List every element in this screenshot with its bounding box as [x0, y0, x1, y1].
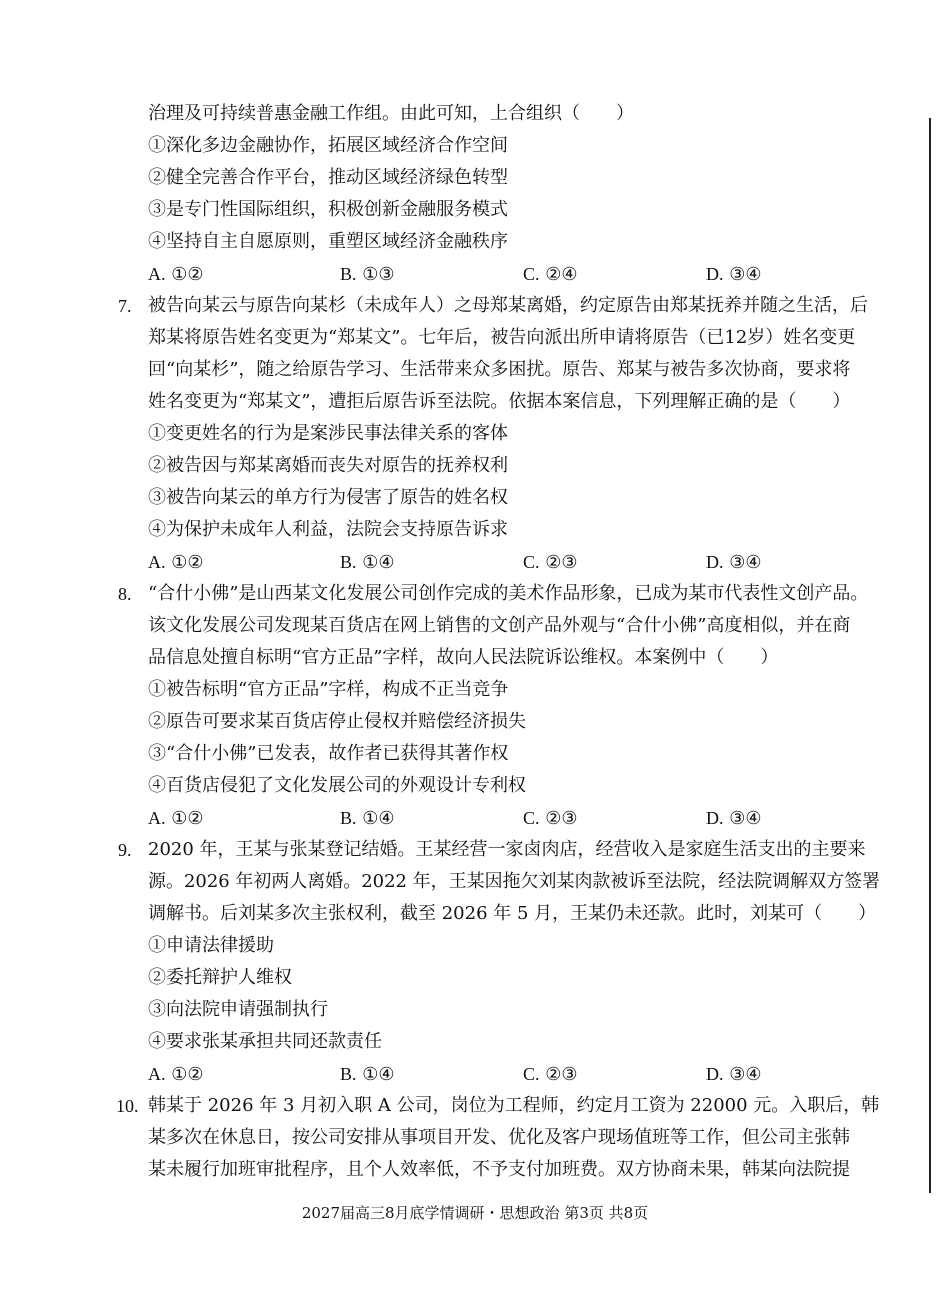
question-number: 10.: [116, 1096, 139, 1116]
answer-options: [148, 806, 848, 830]
statement-item: ④坚持自主自愿原则，重塑区域经济金融秩序: [148, 231, 508, 252]
statement-item: ①申请法律援助: [148, 935, 274, 956]
statement-item: ④百货店侵犯了文化发展公司的外观设计专利权: [148, 775, 526, 796]
statement-item: ①变更姓名的行为是案涉民事法律关系的客体: [148, 423, 508, 444]
question-stem-line: 韩某于 2026 年 3 月初入职 A 公司，岗位为工程师，约定月工资为 22000 元。入职后，韩: [148, 1095, 880, 1116]
statement-item: ③向法院申请强制执行: [148, 999, 328, 1020]
option-a: A. ①②: [148, 264, 204, 285]
option-a: A. ①②: [148, 552, 204, 573]
question-stem-line: 源。2026 年初两人离婚。2022 年，王某因拖欠刘某肉款被诉至法院，经法院调解双方签署: [148, 871, 881, 892]
option-c: C. ②③: [523, 1064, 578, 1085]
option-d: D. ③④: [706, 808, 762, 829]
question-number: 8.: [118, 584, 132, 604]
option-d: D. ③④: [706, 552, 762, 573]
option-b: B. ①③: [340, 264, 395, 285]
answer-options: [148, 262, 848, 286]
statement-item: ③是专门性国际组织，积极创新金融服务模式: [148, 199, 508, 220]
question-number: 7.: [118, 296, 132, 316]
option-b: B. ①④: [340, 808, 395, 829]
statement-item: ②被告因与郑某离婚而丧失对原告的抚养权利: [148, 455, 508, 476]
question-stem-line: “合什小佛”是山西某文化发展公司创作完成的美术作品形象，已成为某市代表性文创产品。: [148, 583, 869, 604]
option-a: A. ①②: [148, 808, 204, 829]
question-stem-line: 姓名变更为“郑某文”，遭拒后原告诉至法院。依据本案信息，下列理解正确的是（ ）: [148, 391, 851, 412]
answer-options: [148, 550, 848, 574]
statement-item: ①深化多边金融协作，拓展区域经济合作空间: [148, 135, 508, 156]
statement-item: ④为保护未成年人利益，法院会支持原告诉求: [148, 519, 508, 540]
question-stem-line: 某多次在休息日，按公司安排从事项目开发、优化及客户现场值班等工作，但公司主张韩: [148, 1127, 850, 1148]
question-stem-line: 2020 年，王某与张某登记结婚。王某经营一家卤肉店，经营收入是家庭生活支出的主要来: [148, 839, 866, 860]
question-stem-line: 品信息处擅自标明“官方正品”字样，故向人民法院诉讼维权。本案例中（ ）: [148, 647, 779, 668]
page-edge-rule: [929, 118, 931, 1193]
statement-item: ①被告标明“官方正品”字样，构成不正当竞争: [148, 679, 509, 700]
question-number: 9.: [118, 840, 132, 860]
answer-options: [148, 1062, 848, 1086]
statement-item: ③“合什小佛”已发表，故作者已获得其著作权: [148, 743, 509, 764]
statement-item: ②健全完善合作平台，推动区域经济绿色转型: [148, 167, 508, 188]
question-stem-line: 调解书。后刘某多次主张权利，截至 2026 年 5 月，王某仍未还款。此时，刘某可（ ）: [148, 903, 877, 924]
question-stem-line: 郑某将原告姓名变更为“郑某文”。七年后，被告向派出所申请将原告（已12岁）姓名变更: [148, 327, 856, 348]
option-b: B. ①④: [340, 552, 395, 573]
page-footer: 2027届高三8月底学情调研・思想政治 第3页 共8页: [301, 1204, 649, 1222]
option-c: C. ②③: [523, 552, 578, 573]
statement-item: ④要求张某承担共同还款责任: [148, 1031, 382, 1052]
option-d: D. ③④: [706, 264, 762, 285]
question-stem-line: 被告向某云与原告向某杉（未成年人）之母郑某离婚，约定原告由郑某抚养并随之生活，后: [148, 295, 868, 316]
statement-item: ②委托辩护人维权: [148, 967, 292, 988]
option-c: C. ②③: [523, 808, 578, 829]
question-stem-line: 某未履行加班审批程序，且个人效率低，不予支付加班费。双方协商未果，韩某向法院提: [148, 1159, 850, 1180]
question-stem-line: 该文化发展公司发现某百货店在网上销售的文创产品外观与“合什小佛”高度相似，并在商: [148, 615, 851, 636]
question-stem-line: 回“向某杉”，随之给原告学习、生活带来众多困扰。原告、郑某与被告多次协商，要求将: [148, 359, 851, 380]
statement-item: ③被告向某云的单方行为侵害了原告的姓名权: [148, 487, 508, 508]
option-c: C. ②④: [523, 264, 578, 285]
option-d: D. ③④: [706, 1064, 762, 1085]
option-a: A. ①②: [148, 1064, 204, 1085]
question-stem-line: 治理及可持续普惠金融工作组。由此可知，上合组织（ ）: [148, 103, 634, 124]
option-b: B. ①④: [340, 1064, 395, 1085]
statement-item: ②原告可要求某百货店停止侵权并赔偿经济损失: [148, 711, 526, 732]
